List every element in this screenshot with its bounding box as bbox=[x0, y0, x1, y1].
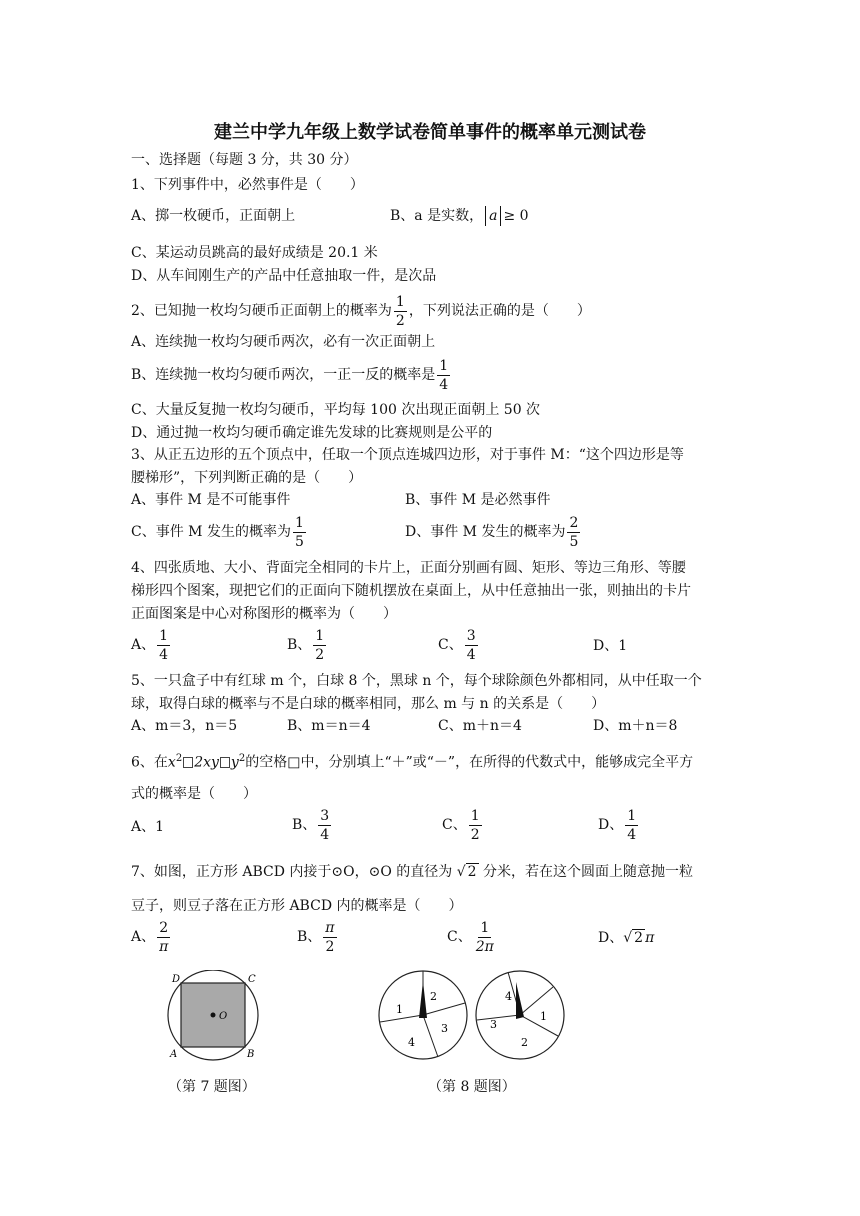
q6-option-c-label: C、 bbox=[442, 817, 467, 833]
q4-option-a-den: 4 bbox=[159, 646, 169, 663]
q4-option-d: D、1 bbox=[593, 638, 628, 654]
q3-option-d-num: 2 bbox=[569, 514, 579, 531]
q4-option-b-label: B、 bbox=[287, 637, 312, 653]
q6-text-post: 的空格□中，分别填上“＋”或“－”，在所得的代数式中，能够成完全平方 bbox=[245, 754, 694, 771]
figure-7-caption: （第 7 题图） bbox=[168, 1079, 256, 1095]
q2-option-a: A、连续抛一枚均匀硬币两次，必有一次正面朝上 bbox=[131, 334, 436, 350]
q4-option-a-fraction bbox=[157, 627, 170, 664]
fig7-label-a: A bbox=[170, 1049, 178, 1060]
q7-option-d-sqrt: 2 bbox=[634, 930, 644, 946]
q3-option-d-fraction bbox=[567, 514, 580, 551]
q2-stem-num: 1 bbox=[395, 293, 405, 310]
q1-option-d: D、从车间刚生产的产品中任意抽取一件，是次品 bbox=[131, 268, 437, 284]
q4-option-a-num: 1 bbox=[159, 627, 169, 644]
q5-option-d: D、m＋n＝8 bbox=[593, 718, 678, 734]
q4-option-b-den: 2 bbox=[315, 646, 325, 663]
figure-7-circle-square bbox=[160, 970, 270, 1062]
q1-option-b-abs: a bbox=[485, 206, 501, 226]
page-title: 建兰中学九年级上数学试卷简单事件的概率单元测试卷 bbox=[214, 122, 646, 143]
q7-option-a bbox=[131, 918, 172, 956]
fig8-left-number-3: 3 bbox=[441, 1022, 448, 1035]
q1-stem: 1、下列事件中，必然事件是（ ） bbox=[131, 177, 364, 193]
q1-option-c: C、某运动员跳高的最好成绩是 20.1 米 bbox=[131, 245, 378, 261]
q7-option-b-label: B、 bbox=[297, 929, 322, 945]
q4-option-a bbox=[131, 626, 172, 664]
section-heading: 一、选择题（每题 3 分，共 30 分） bbox=[131, 152, 358, 168]
q6-text-pre: 6、在 bbox=[131, 754, 168, 771]
q6-option-b-num: 3 bbox=[320, 807, 330, 824]
q6-option-d-num: 1 bbox=[627, 807, 637, 824]
q7-option-b-den: 2 bbox=[325, 938, 335, 955]
q2-option-d: D、通过抛一枚均匀硬币确定谁先发球的比赛规则是公平的 bbox=[131, 425, 493, 441]
q7-option-b bbox=[297, 918, 339, 956]
q5-option-c: C、m＋n＝4 bbox=[438, 718, 522, 734]
q6-x-term: x bbox=[167, 754, 176, 771]
fig7-label-d: D bbox=[172, 974, 181, 985]
fig7-label-c: C bbox=[248, 974, 256, 985]
q6-option-b bbox=[292, 806, 333, 844]
fig8-right-spinner bbox=[476, 971, 564, 1059]
q7-text-pre: 7、如图，正方形 ABCD 内接于⊙O，⊙O 的直径为 bbox=[131, 864, 453, 880]
q6-option-c bbox=[442, 806, 484, 844]
fig7-label-b: B bbox=[247, 1049, 255, 1060]
q1-option-b bbox=[390, 206, 529, 226]
q7-option-b-num: π bbox=[325, 919, 335, 936]
q3-option-c-den: 5 bbox=[294, 533, 304, 550]
q4-line-3: 正面图案是中心对称图形的概率为（ ） bbox=[131, 606, 397, 622]
q7-sqrt-value: 2 bbox=[467, 864, 477, 880]
q2-stem bbox=[131, 292, 591, 330]
q6-option-b-label: B、 bbox=[292, 817, 317, 833]
q2-option-b-fraction bbox=[437, 357, 450, 394]
q7-option-a-fraction bbox=[157, 919, 170, 956]
fig8-left-pointer bbox=[419, 981, 427, 1018]
q7-option-c-fraction bbox=[474, 919, 496, 956]
q3-option-d-text: D、事件 M 发生的概率为 bbox=[405, 524, 566, 540]
q6-option-c-den: 2 bbox=[470, 826, 480, 843]
q4-option-c bbox=[438, 626, 480, 664]
q3-option-c bbox=[131, 513, 308, 551]
q1-option-a: A、掷一枚硬币，正面朝上 bbox=[131, 208, 296, 224]
fig8-left-number-2: 2 bbox=[430, 990, 437, 1003]
q2-stem-den: 2 bbox=[395, 312, 405, 329]
q6-line-1: 6、在$x^2$ 2xy $y^2$的空格□中，分别填上“＋”或“－”，在所得的代数式中，能够成完全平方 bbox=[131, 753, 694, 771]
q6-y-term: y bbox=[230, 754, 239, 771]
figure-8-spinners bbox=[378, 970, 570, 1066]
q4-option-b bbox=[287, 626, 328, 664]
q3-option-c-num: 1 bbox=[294, 514, 304, 531]
q7-option-a-label: A、 bbox=[131, 929, 156, 945]
q1-option-b-ineq: ≥ 0 bbox=[503, 208, 529, 224]
q4-option-b-fraction bbox=[313, 627, 326, 664]
q3-option-d-den: 5 bbox=[569, 533, 579, 550]
q4-line-1: 4、四张质地、大小、背面完全相同的卡片上，正面分别画有圆、矩形、等边三角形、等腰 bbox=[131, 560, 686, 576]
figure-8-caption: （第 8 题图） bbox=[428, 1079, 516, 1095]
fig8-left-number-4: 4 bbox=[408, 1036, 415, 1049]
fig8-left-spinner bbox=[379, 971, 467, 1059]
q2-stem-text: 2、已知抛一枚均匀硬币正面朝上的概率为 bbox=[131, 303, 392, 319]
q6-option-a: A、1 bbox=[131, 819, 165, 835]
q2-option-c: C、大量反复抛一枚均匀硬币，平均每 100 次出现正面朝上 50 次 bbox=[131, 402, 541, 418]
q1-option-b-text: B、a 是实数， bbox=[390, 208, 484, 224]
fig8-right-number-4: 4 bbox=[505, 990, 512, 1003]
fig8-right-pointer bbox=[516, 982, 524, 1019]
q2-option-b-den: 4 bbox=[439, 376, 449, 393]
q4-option-c-den: 4 bbox=[466, 646, 476, 663]
q3-option-c-text: C、事件 M 发生的概率为 bbox=[131, 524, 291, 540]
q7-option-c bbox=[447, 918, 498, 956]
q7-option-c-label: C、 bbox=[447, 929, 472, 945]
fig8-left-number-1: 1 bbox=[396, 1003, 403, 1016]
q6-option-d-label: D、 bbox=[598, 817, 624, 833]
q4-option-b-num: 1 bbox=[315, 627, 325, 644]
q6-option-d-fraction bbox=[625, 807, 638, 844]
q2-option-b bbox=[131, 356, 452, 394]
q2-stem-fraction bbox=[394, 293, 407, 330]
q2-option-b-text: B、连续抛一枚均匀硬币两次，一正一反的概率是 bbox=[131, 367, 436, 383]
q4-option-c-fraction bbox=[465, 627, 478, 664]
q7-option-a-den: π bbox=[159, 938, 169, 955]
q7-text-post: 分米，若在这个圆面上随意抛一粒 bbox=[483, 864, 694, 880]
q7-option-a-num: 2 bbox=[159, 919, 169, 936]
q2-stem-tail: ，下列说法正确的是（ ） bbox=[408, 303, 591, 319]
q3-line-1: 3、从正五边形的五个顶点中，任取一个顶点连城四边形，对于事件 M：“这个四边形是等 bbox=[131, 447, 684, 463]
q4-option-c-label: C、 bbox=[438, 637, 463, 653]
q5-option-a: A、m＝3，n＝5 bbox=[131, 718, 238, 734]
q3-option-c-fraction bbox=[293, 514, 306, 551]
q6-option-c-num: 1 bbox=[470, 807, 480, 824]
q6-option-b-fraction bbox=[318, 807, 331, 844]
q7-line-1: 7、如图，正方形 ABCD 内接于⊙O，⊙O 的直径为 √ 2 分米，若在这个圆面上随意抛一粒 bbox=[131, 864, 694, 880]
q5-line-1: 5、一只盒子中有红球 m 个，白球 8 个，黑球 n 个，每个球除颜色外都相同，从中任取一个 bbox=[131, 673, 702, 689]
fig7-label-o: O bbox=[219, 1011, 228, 1022]
q3-option-a: A、事件 M 是不可能事件 bbox=[131, 492, 291, 508]
q3-option-b: B、事件 M 是必然事件 bbox=[405, 492, 551, 508]
q7-line-2: 豆子，则豆子落在正方形 ABCD 内的概率是（ ） bbox=[131, 898, 463, 914]
fig8-right-number-1: 1 bbox=[540, 1010, 547, 1023]
q7-option-d: D、√ 2 π bbox=[598, 930, 655, 946]
q6-option-d-den: 4 bbox=[627, 826, 637, 843]
q4-line-2: 梯形四个图案，现把它们的正面向下随机摆放在桌面上，从中任意抽出一张，则抽出的卡片 bbox=[131, 583, 691, 599]
q4-option-a-label: A、 bbox=[131, 637, 156, 653]
fig8-right-number-3: 3 bbox=[490, 1018, 497, 1031]
q4-option-c-num: 3 bbox=[466, 627, 476, 644]
q7-option-c-den: 2π bbox=[475, 938, 494, 955]
q6-line-2: 式的概率是（ ） bbox=[131, 786, 257, 802]
q7-option-b-fraction bbox=[323, 919, 336, 956]
q5-line-2: 球，取得白球的概率与不是白球的概率相同，那么 m 与 n 的关系是（ ） bbox=[131, 696, 606, 712]
q6-xy-term: 2xy bbox=[194, 754, 219, 771]
q6-option-b-den: 4 bbox=[320, 826, 330, 843]
q7-option-d-label: D、 bbox=[598, 930, 624, 946]
q6-blank-square bbox=[183, 757, 193, 768]
q3-line-2: 腰梯形”，下列判断正确的是（ ） bbox=[131, 470, 363, 486]
q6-blank-square-2 bbox=[220, 757, 230, 768]
q7-option-d-pi: π bbox=[645, 930, 655, 946]
q3-option-d bbox=[405, 513, 582, 551]
q2-option-b-num: 1 bbox=[439, 357, 449, 374]
q6-option-d bbox=[598, 806, 640, 844]
fig7-center-dot bbox=[211, 1013, 216, 1018]
q7-option-c-num: 1 bbox=[480, 919, 490, 936]
q5-option-b: B、m＝n＝4 bbox=[287, 718, 371, 734]
fig8-right-number-2: 2 bbox=[521, 1036, 528, 1049]
q6-option-c-fraction bbox=[469, 807, 482, 844]
